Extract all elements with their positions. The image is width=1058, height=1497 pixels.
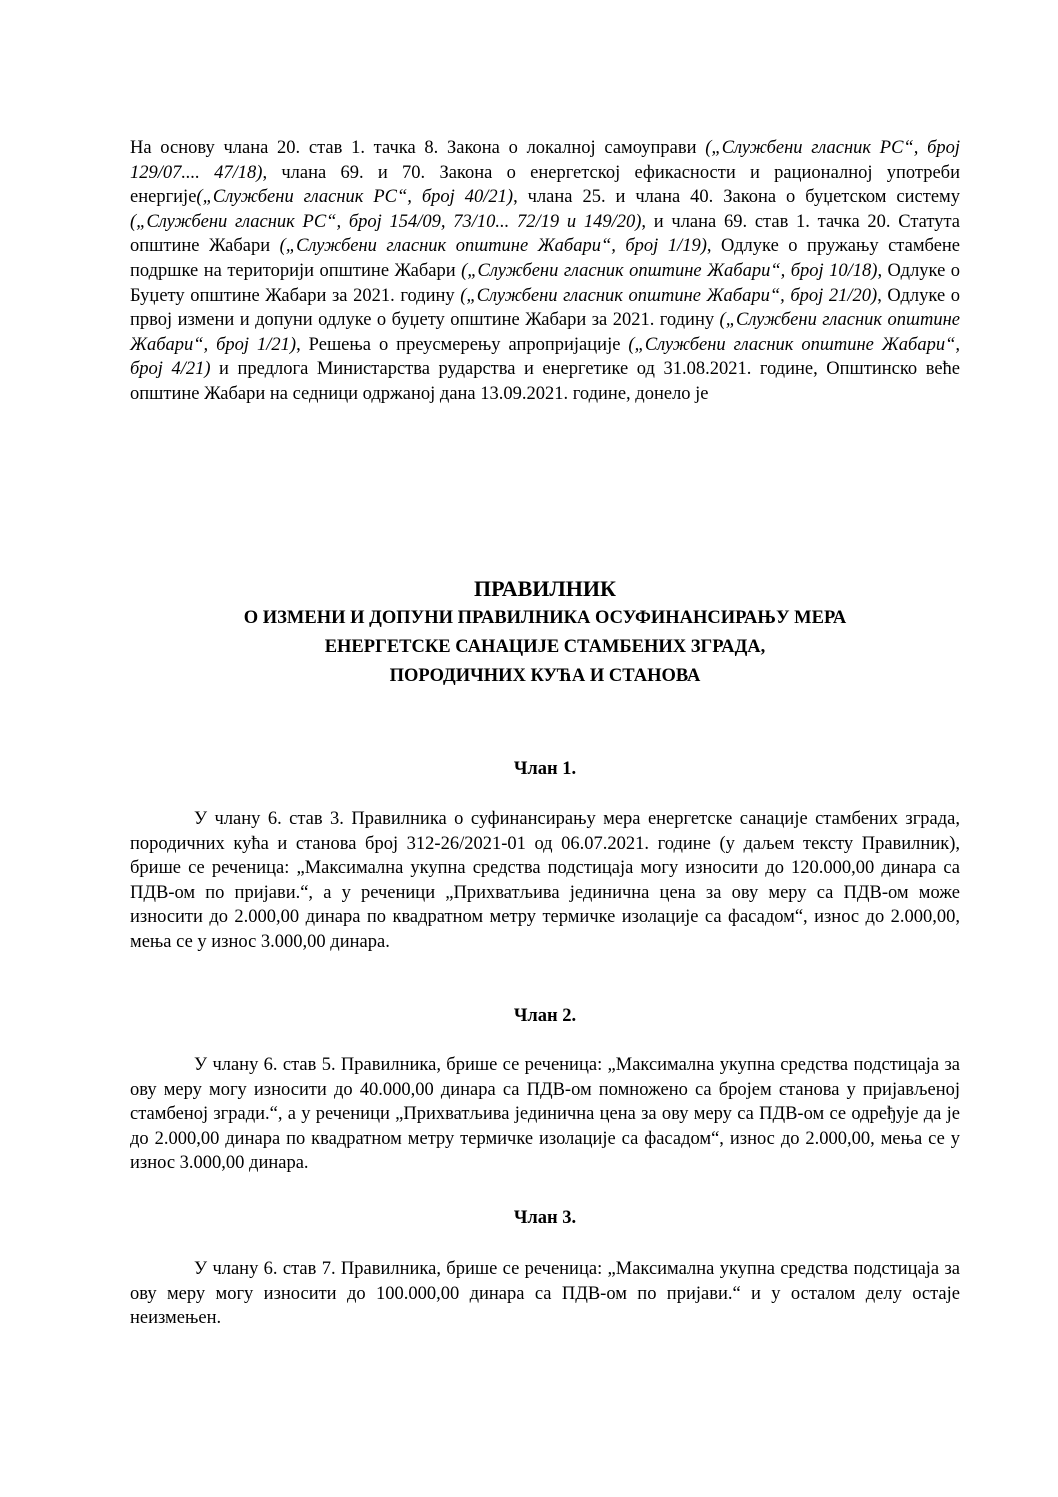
article-text: У члану 6. став 7. Правилника, брише се реченица: „Максимална укупна средства подстицаја за ову меру могу износити до 100.000,00 динара са ПДВ-ом по пријави.“ и у осталом делу остаје неизмењен. xyxy=(130,1259,960,1329)
document-subtitle-line: О ИЗМЕНИ И ДОПУНИ ПРАВИЛНИКА ОСУФИНАНСИРАЊУ МЕРА xyxy=(243,608,847,628)
document-subtitle-line: ПОРОДИЧНИХ КУЋА И СТАНОВА xyxy=(389,666,701,686)
article-text: У члану 6. став 3. Правилника о суфинансирању мера енергетске санације стамбених зграда, породичних кућа и станова број 312-26/2021-01 од 06.07.2021. године (у даљем тексту Правилник), брише се реченица: „Максимална укупна средства подстицаја могу износити до 120.000,00 динара са ПДВ-ом по пријави.“, а у реченици „Прихватљива јединична цена за ову меру са ПДВ-ом може износити до 2.000,00 динара по квадратном метру термичке изолације са фасадом“, износ до 2.000,00, мења се у износ 3.000,00 динара. xyxy=(130,809,960,952)
preamble-segment: , Одлуке о Буџету општине Жабари за 2021. годину xyxy=(130,260,961,306)
preamble-paragraph xyxy=(130,136,960,407)
preamble-segment: , и члана 69. став 1. тачка 20. Статута општине Жабари xyxy=(130,211,960,257)
preamble-segment: , Одлуке о првој измени и допуни одлуке о буџету општине Жабари за 2021. годину xyxy=(130,285,961,331)
document-title-block xyxy=(130,574,960,691)
preamble-segment: , члана 69. и 70. Закона о енергетској ефикасности и рационалној употреби енергије xyxy=(130,162,960,208)
article-heading: Члан 1. xyxy=(513,759,577,779)
preamble-segment: , члана 25. и члана 40. Закона о буџетском систему xyxy=(513,187,961,208)
preamble-citation: („Службени гласник РС“, број 40/21) xyxy=(196,187,514,208)
preamble-citation: („Службени гласник општине Жабари“, број 1/19) xyxy=(279,236,707,257)
preamble-citation: („Службени гласник РС“, број 129/07.... 47/18) xyxy=(130,138,961,183)
preamble-segment: и предлога Министарства рударства и енергетике од 31.08.2021. године, Општинско веће општине Жабари на седници одржаној дана 13.09.2021. године, донело је xyxy=(130,359,960,404)
preamble-citation: („Службени гласник општине Жабари“, број 1/21) xyxy=(130,310,960,355)
preamble-segment: , Одлуке о пружању стамбене подршке на територији општине Жабари xyxy=(130,236,961,281)
preamble-citation: („Службени гласник РС“, број 154/09, 73/10... 72/19 и 149/20) xyxy=(130,211,642,232)
preamble-citation: („Службени гласник општине Жабари“, број 4/21) xyxy=(130,334,960,380)
document-title: ПРАВИЛНИК xyxy=(474,576,616,601)
preamble-segment: , Решења о преусмерењу апропријације xyxy=(296,334,629,355)
article-heading: Члан 2. xyxy=(513,1006,577,1026)
preamble-citation: („Службени гласник општине Жабари“, број 21/20) xyxy=(460,285,878,306)
document-subtitle-line: ЕНЕРГЕТСКЕ САНАЦИЈЕ СТАМБЕНИХ ЗГРАДА, xyxy=(324,637,766,657)
article-text: У члану 6. став 5. Правилника, брише се реченица: „Максимална укупна средства подстицаја за ову меру могу износити до 40.000,00 динара са ПДВ-ом помножено са бројем станова у пријављеној стамбеној згради.“, а у реченици „Прихватљива јединична цена за ову меру са ПДВ-ом се одређује да је до 2.000,00 динара по квадратном метру термичке изолације са фасадом“, износ до 2.000,00, мења се у износ 3.000,00 динара. xyxy=(130,1055,960,1174)
article-heading: Члан 3. xyxy=(513,1208,577,1228)
preamble-segment: На основу члана 20. став 1. тачка 8. Закона о локалној самоуправи xyxy=(130,138,706,158)
preamble-citation: („Службени гласник општине Жабари“, број 10/18) xyxy=(461,260,878,281)
